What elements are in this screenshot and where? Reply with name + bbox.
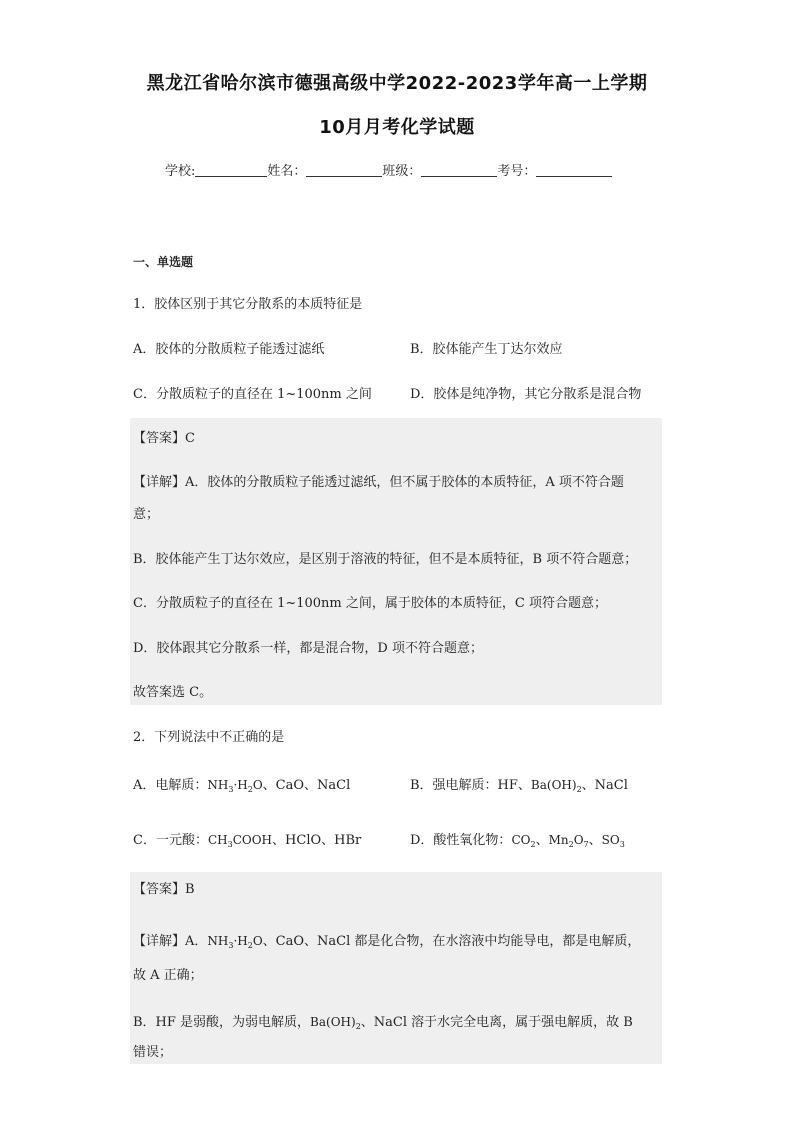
q2-option-b-prefix: B．强电解质：HF、 — [410, 778, 531, 793]
q2-explanation-b-prefix: B．HF 是弱酸，为弱电解质， — [133, 1015, 311, 1030]
q1-explanation-c: C．分散质粒子的直径在 1~100nm 之间，属于胶体的本质特征，C 项符合题意； — [133, 596, 607, 611]
formula-mn2o7: $Mn_2O_7$ — [548, 833, 589, 849]
q2-answer: 【答案】B — [133, 882, 195, 897]
q1-answer-block — [130, 418, 662, 705]
q2-explanation-a-prefix: 【详解】A． — [133, 934, 208, 949]
q2-option-d-prefix: D．酸性氧化物： — [410, 833, 512, 848]
exam-no-label: 考号： — [497, 164, 537, 179]
q1-answer: 【答案】C — [133, 431, 195, 446]
school-blank[interactable] — [195, 164, 267, 177]
q1-explanation-d: D．胶体跟其它分散系一样，都是混合物，D 项不符合题意； — [133, 641, 483, 656]
formula-ba-oh-2: $Ba(OH)_2$ — [530, 778, 582, 794]
q2-option-d-sep-2: 、 — [588, 833, 602, 848]
title-line-1: 黑龙江省哈尔滨市德强高级中学2022-2023学年高一上学期 — [146, 73, 648, 94]
name-label: 姓名： — [267, 164, 307, 179]
class-blank[interactable] — [421, 164, 497, 177]
q2-explanation-a — [133, 930, 640, 950]
q1-explanation-a: 【详解】A．胶体的分散质粒子能透过滤纸，但不属于胶体的本质特征，A 项不符合题 — [133, 475, 624, 490]
school-label: 学校: — [165, 164, 196, 179]
q2-explanation-a-rest: 、CaO、NaCl 都是化合物，在水溶液中均能导电，都是电解质， — [262, 934, 641, 949]
q2-option-d — [410, 829, 625, 849]
formula-ch3cooh: $CH_3COOH$ — [207, 833, 273, 849]
q2-answer-block — [130, 872, 662, 1064]
q1-conclusion: 故答案选 C。 — [133, 685, 213, 700]
formula-nh3-h2o: $NH_3\cdot H_2O$ — [207, 778, 263, 794]
q2-explanation-b-cont: 错误； — [133, 1045, 173, 1060]
q1-option-a: A．胶体的分散质粒子能透过滤纸 — [133, 342, 325, 357]
formula-nh3-h2o-exp: $NH_3\cdot H_2O$ — [207, 934, 263, 950]
question-2-stem: 2．下列说法中不正确的是 — [133, 730, 285, 745]
q2-option-b — [410, 774, 628, 794]
exam-no-blank[interactable] — [536, 164, 612, 177]
student-info-row — [165, 160, 612, 179]
q2-explanation-b — [133, 1011, 633, 1031]
title-line-2: 10月月考化学试题 — [319, 117, 475, 138]
q1-option-c: C．分散质粒子的直径在 1~100nm 之间 — [133, 387, 372, 402]
q2-explanation-a-cont: 故 A 正确； — [133, 968, 203, 983]
q2-option-a-prefix: A．电解质： — [133, 778, 208, 793]
name-blank[interactable] — [306, 164, 382, 177]
q1-option-b: B．胶体能产生丁达尔效应 — [410, 342, 563, 357]
q2-option-c-rest: 、HClO、HBr — [272, 833, 362, 848]
q2-explanation-b-rest: 、NaCl 溶于水完全电离，属于强电解质，故 B — [360, 1015, 633, 1030]
q2-option-d-sep-1: 、 — [535, 833, 549, 848]
q1-option-d: D．胶体是纯净物，其它分散系是混合物 — [410, 387, 642, 402]
q2-option-a-rest: 、CaO、NaCl — [262, 778, 351, 793]
formula-ba-oh-2-exp: $Ba(OH)_2$ — [310, 1015, 361, 1031]
section-heading: 一、单选题 — [133, 255, 194, 269]
q2-option-c-prefix: C．一元酸： — [133, 833, 208, 848]
formula-so3: $SO_3$ — [601, 833, 625, 849]
q2-option-b-rest: 、NaCl — [581, 778, 628, 793]
q1-explanation-b: B．胶体能产生丁达尔效应，是区别于溶液的特征，但不是本质特征，B 项不符合题意； — [133, 552, 638, 567]
formula-co2: $CO_2$ — [511, 833, 536, 849]
class-label: 班级： — [382, 164, 422, 179]
q2-option-c — [133, 829, 361, 849]
question-1-stem: 1．胶体区别于其它分散系的本质特征是 — [133, 297, 363, 312]
q2-option-a — [133, 774, 350, 794]
q1-explanation-a-cont: 意； — [133, 507, 160, 522]
